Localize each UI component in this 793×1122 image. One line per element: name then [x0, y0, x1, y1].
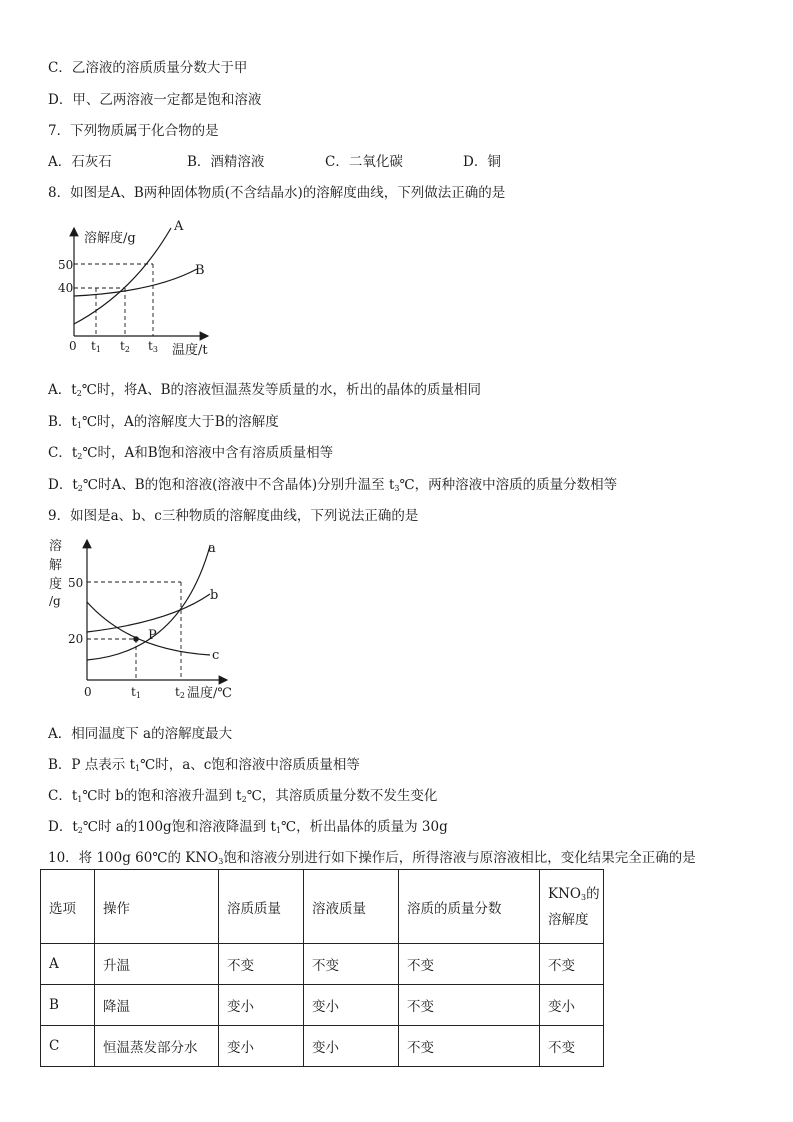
header-option: 选项 [41, 870, 95, 944]
q7-option-a: A．石灰石 [48, 154, 112, 170]
q9-ytick-50: 50 [68, 576, 84, 590]
q8-origin-label: 0 [69, 339, 77, 353]
q7-stem: 7．下列物质属于化合物的是 [48, 123, 219, 139]
table-cell: 不变 [540, 944, 604, 985]
header-mass-fraction: 溶质的质量分数 [399, 870, 540, 944]
q9-y-label-2: 解 [49, 558, 63, 573]
table-cell: C [41, 1026, 95, 1067]
table-cell: 不变 [399, 985, 540, 1026]
q9-xtick-t1: t1 [131, 685, 141, 700]
q8-curve-b-label: B [195, 263, 205, 278]
q9-curve-a-label: a [208, 541, 216, 556]
q9-ytick-20: 20 [68, 632, 84, 646]
q9-y-label-1: 溶 [49, 539, 63, 554]
q7-option-c: C．二氧化碳 [325, 154, 403, 170]
q8-x-axis-label: 温度/t [172, 343, 208, 358]
q8-xtick-t1: t1 [91, 339, 101, 354]
q8-solubility-graph [44, 212, 244, 362]
q9-point-p-label: P [148, 628, 157, 643]
table-cell: 变小 [304, 985, 399, 1026]
table-cell: A [41, 944, 95, 985]
table-cell: 变小 [219, 985, 304, 1026]
q10-stem: 10．将 100g 60℃的 $KNO_3$饱和溶液分别进行如下操作后，所得溶液与原溶液相比，变化结果完全正确的是 [48, 850, 696, 866]
table-header-row [41, 870, 604, 944]
q9-option-c: C．$t_1℃$时 b的饱和溶液升温到 $t_2℃$，其溶质质量分数不发生变化 [48, 788, 438, 804]
q8-curve-b [74, 269, 197, 296]
q6-option-d: D．甲、乙两溶液一定都是饱和溶液 [48, 92, 262, 108]
q9-x-axis-label: 温度/℃ [187, 686, 232, 701]
q9-stem: 9．如图是a、b、c三种物质的溶解度曲线，下列说法正确的是 [48, 508, 419, 524]
table-row [41, 944, 604, 985]
header-kno3-solubility: $KNO_3$的 溶解度 [540, 870, 604, 944]
table-cell: 降温 [95, 985, 219, 1026]
q9-solubility-graph [40, 532, 250, 707]
q9-origin-label: 0 [84, 685, 92, 699]
table-cell: 升温 [95, 944, 219, 985]
header-solution-mass: 溶液质量 [304, 870, 399, 944]
table-row [41, 1026, 604, 1067]
header-solute-mass: 溶质质量 [219, 870, 304, 944]
table-cell: 不变 [304, 944, 399, 985]
q8-option-a: A．$t_2℃$时，将A、B的溶液恒温蒸发等质量的水，析出的晶体的质量相同 [48, 382, 482, 398]
table-cell: 变小 [219, 1026, 304, 1067]
q8-ytick-40: 40 [58, 281, 74, 295]
q7-option-d: D．铜 [463, 154, 501, 170]
q9-option-d: D．$t_2℃$时 a的100g饱和溶液降温到 $t_1℃$，析出晶体的质量为 30g [48, 819, 448, 835]
q9-curve-b-label: b [210, 588, 219, 603]
table-cell: 不变 [399, 1026, 540, 1067]
table-cell: 不变 [399, 944, 540, 985]
q9-option-b: B．P 点表示 $t_1℃$时，a、c饱和溶液中溶质质量相等 [48, 757, 360, 773]
q9-xtick-t2: t2 [175, 685, 185, 700]
q9-curve-b [87, 594, 210, 632]
q10-table [40, 869, 604, 1067]
q8-ytick-50: 50 [58, 258, 74, 272]
q9-guide-lines [87, 582, 181, 680]
header-operation: 操作 [95, 870, 219, 944]
q9-y-label-3: 度 [49, 577, 63, 592]
q6-option-c: C．乙溶液的溶质质量分数大于甲 [48, 60, 248, 76]
table-cell: B [41, 985, 95, 1026]
q8-xtick-t2: t2 [120, 339, 130, 354]
q8-curve-a-label: A [174, 219, 184, 234]
q8-stem: 8．如图是A、B两种固体物质(不含结晶水)的溶解度曲线，下列做法正确的是 [48, 185, 506, 201]
table-cell: 变小 [540, 985, 604, 1026]
q8-y-axis-label: 溶解度/g [84, 231, 136, 246]
table-cell: 恒温蒸发部分水 [95, 1026, 219, 1067]
table-cell: 不变 [540, 1026, 604, 1067]
q8-option-d: D．$t_2℃$时A、B的饱和溶液(溶液中不含晶体)分别升温至 $t_3℃$，两种溶液中溶质的质量分数相等 [48, 477, 618, 493]
q9-option-a: A．相同温度下 a的溶解度最大 [48, 726, 233, 742]
q8-option-b: B．$t_1℃$时，A的溶解度大于B的溶解度 [48, 414, 279, 430]
q9-point-p [133, 636, 139, 642]
table-cell: 不变 [219, 944, 304, 985]
table-cell: 变小 [304, 1026, 399, 1067]
q8-guide-lines [74, 264, 153, 336]
q9-curve-c-label: c [212, 648, 220, 663]
q8-xtick-t3: t3 [148, 339, 158, 354]
table-row [41, 985, 604, 1026]
q9-y-label-4: /g [49, 594, 61, 608]
q8-option-c: C．$t_2℃$时，A和B饱和溶液中含有溶质质量相等 [48, 445, 334, 461]
q7-option-b: B．酒精溶液 [187, 154, 265, 170]
